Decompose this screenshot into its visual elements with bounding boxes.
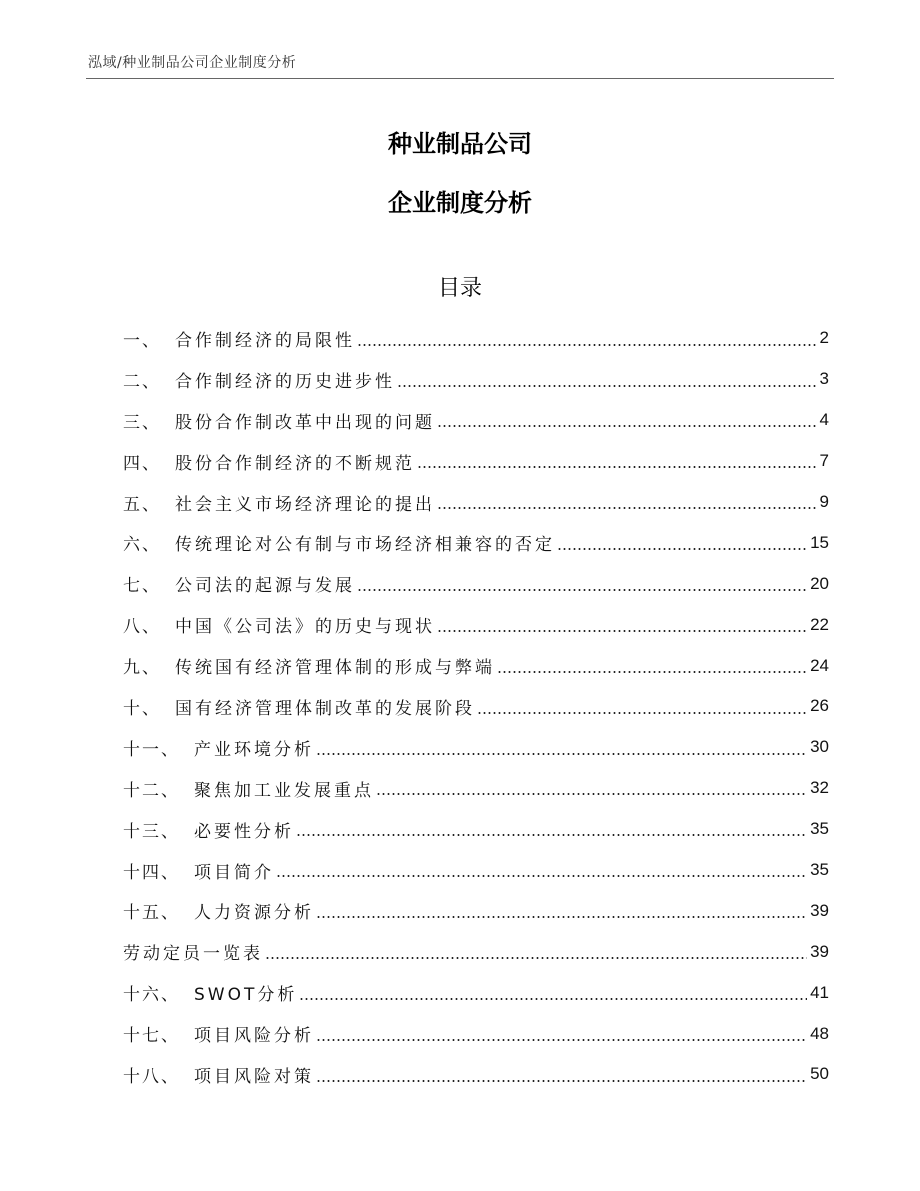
toc-entry-label: 传统理论对公有制与市场经济相兼容的否定 [175,535,555,556]
toc-dot-leader [376,783,807,800]
toc-dot-leader [265,946,807,963]
toc-dot-leader [437,497,817,514]
toc-entry-number: 十二、 [123,780,180,801]
toc-entry-page: 26 [810,696,829,716]
toc-entry-label: 合作制经济的历史进步性 [175,371,395,392]
toc-entry-page: 39 [810,900,829,920]
toc-dot-leader [497,660,807,677]
toc-entry-label: 人力资源分析 [194,903,314,924]
toc-entry-page: 48 [810,1023,829,1043]
document-title-line1: 种业制品公司 [388,130,532,158]
toc-entry-label: 项目风险对策 [194,1066,314,1087]
toc-entry-number: 十四、 [123,862,180,883]
toc-entry-page: 20 [810,573,829,593]
toc-entry[interactable] [123,359,829,400]
toc-entry-number: 四、 [123,453,161,474]
toc-entry-label: SWOT分析 [194,985,298,1006]
toc-entry[interactable] [123,563,829,604]
toc-dot-leader [417,456,817,473]
toc-entry-label: 社会主义市场经济理论的提出 [175,494,435,515]
toc-entry[interactable] [123,441,829,482]
toc-dot-leader [299,987,807,1004]
toc-entry-number: 二、 [123,371,161,392]
toc-entry[interactable] [123,931,829,972]
toc-entry[interactable] [123,727,829,768]
toc-heading: 目录 [437,276,482,301]
toc-entry-number: 十一、 [123,739,180,760]
toc-entry-page: 9 [819,492,829,511]
toc-entry-number: 七、 [123,576,161,597]
toc-dot-leader [437,415,817,432]
toc-entry-page: 35 [810,860,829,880]
toc-entry-page: 24 [810,655,829,675]
toc-entry-number: 十、 [123,698,161,719]
toc-entry-label: 产业环境分析 [194,739,314,760]
toc-entry[interactable] [123,604,829,645]
toc-entry-page: 22 [810,614,829,634]
toc-entry-page: 30 [810,737,829,757]
toc-entry-number: 九、 [123,658,161,679]
toc-entry[interactable] [123,686,829,727]
toc-dot-leader [357,333,817,350]
toc-entry-number: 十五、 [123,903,180,924]
toc-entry[interactable] [123,809,829,850]
toc-entry[interactable] [123,482,829,523]
running-header: 泓域/种业制品公司企业制度分析 [88,55,297,71]
toc-entry-number: 十八、 [123,1066,180,1087]
toc-entry[interactable] [123,850,829,891]
toc-dot-leader [357,578,807,595]
toc-entry-page: 32 [810,778,829,798]
toc-entry-number: 一、 [123,330,161,351]
toc-dot-leader [316,905,807,922]
table-of-contents [123,318,829,1095]
toc-entry[interactable] [123,318,829,359]
toc-dot-leader [316,1069,807,1086]
toc-entry-label: 股份合作制经济的不断规范 [175,453,415,474]
toc-entry-page: 4 [819,410,829,430]
toc-entry-number: 十三、 [123,821,180,842]
toc-entry-page: 50 [810,1064,829,1084]
toc-entry-number: 十六、 [123,985,180,1006]
toc-entry-number: 八、 [123,617,161,638]
toc-entry[interactable] [123,522,829,563]
toc-dot-leader [557,537,807,554]
toc-entry[interactable] [123,768,829,809]
header-divider [86,78,834,79]
toc-entry-label: 传统国有经济管理体制的形成与弊端 [175,658,495,679]
toc-entry-page: 3 [819,369,829,389]
toc-dot-leader [316,742,807,759]
toc-entry-number: 五、 [123,494,161,515]
toc-entry-label: 必要性分析 [194,821,294,842]
toc-entry-number: 三、 [123,412,161,433]
toc-entry[interactable] [123,1054,829,1095]
toc-entry-label: 合作制经济的局限性 [175,330,355,351]
toc-dot-leader [397,374,817,391]
toc-entry-page: 35 [810,819,829,839]
toc-entry[interactable] [123,890,829,931]
toc-dot-leader [477,701,807,718]
toc-entry-label: 聚焦加工业发展重点 [194,780,374,801]
toc-entry-number: 十七、 [123,1026,180,1047]
toc-entry-label: 劳动定员一览表 [123,944,263,965]
toc-entry-label: 项目简介 [194,862,274,883]
toc-entry-page: 39 [810,941,829,961]
toc-entry-page: 7 [819,451,829,471]
toc-entry-label: 国有经济管理体制改革的发展阶段 [175,698,475,719]
toc-entry-label: 中国《公司法》的历史与现状 [175,617,435,638]
toc-entry-page: 15 [810,532,829,552]
toc-entry-label: 公司法的起源与发展 [175,576,355,597]
toc-entry[interactable] [123,1013,829,1054]
toc-entry-page: 41 [810,982,829,1002]
toc-entry-page: 2 [819,328,829,348]
toc-dot-leader [316,1028,807,1045]
toc-entry[interactable] [123,972,829,1013]
toc-entry[interactable] [123,400,829,441]
toc-entry-label: 股份合作制改革中出现的问题 [175,412,435,433]
toc-entry-number: 六、 [123,535,161,556]
document-title-line2: 企业制度分析 [388,189,532,217]
toc-entry[interactable] [123,645,829,686]
toc-dot-leader [437,619,807,636]
toc-dot-leader [296,824,807,841]
toc-dot-leader [276,865,807,882]
toc-entry-label: 项目风险分析 [194,1026,314,1047]
